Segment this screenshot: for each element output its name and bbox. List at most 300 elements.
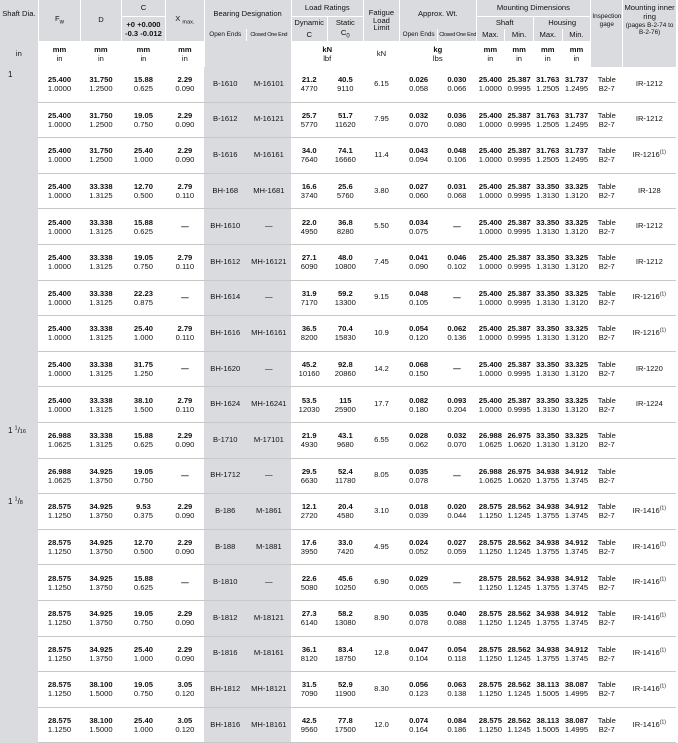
c-metric: 15.88 — [133, 217, 153, 227]
shaft-max-cell — [476, 458, 505, 494]
stat-inch: 16660 — [334, 155, 356, 165]
c-cell — [121, 672, 166, 708]
open-ends-cell: BH-1624 — [204, 387, 247, 423]
gage-line-2: B2-7 — [598, 155, 615, 165]
smin-metric: 28.562 — [507, 715, 531, 725]
c-metric: 25.40 — [133, 146, 153, 156]
dyn-metric: 31.9 — [301, 288, 317, 298]
fw-inch: 1.1250 — [47, 547, 72, 557]
gage-line-2: B2-7 — [598, 511, 615, 521]
dynamic-cell — [291, 173, 327, 209]
d-cell — [81, 529, 121, 565]
closed-one-end-cell: M-17101 — [247, 422, 292, 458]
hmax-inch: 1.3130 — [536, 262, 560, 272]
c-cell — [121, 138, 166, 174]
smin-inch: 0.9995 — [507, 155, 531, 165]
smax-metric: 28.575 — [478, 609, 502, 619]
dyn-metric: 36.5 — [301, 324, 317, 334]
shaft-max-cell — [476, 209, 505, 245]
housing-min-cell — [562, 422, 591, 458]
housing-max-cell — [533, 351, 562, 387]
x-metric: — — [181, 578, 189, 588]
fw-metric: 25.400 — [47, 146, 72, 156]
table-row — [0, 458, 676, 494]
d-metric: 31.750 — [89, 146, 113, 156]
dynamic-cell — [291, 672, 327, 708]
c-metric: 19.05 — [133, 466, 153, 476]
housing-max-cell — [533, 422, 562, 458]
smax-inch: 1.0625 — [478, 440, 502, 450]
wo-metric: 0.041 — [409, 253, 429, 263]
stat-metric: 58.2 — [337, 609, 353, 619]
header-closed-one-end: Closed One End — [247, 29, 292, 41]
wc-inch: 0.044 — [447, 511, 467, 521]
x-metric: 2.29 — [177, 146, 193, 156]
x-metric: 2.29 — [177, 537, 193, 547]
c-cell — [121, 280, 166, 316]
ring-designation: IR-1416 — [632, 577, 660, 587]
c-inch: 0.875 — [133, 297, 153, 307]
c-cell — [121, 529, 166, 565]
hmin-metric: 33.325 — [564, 253, 589, 263]
inspection-gage-cell — [591, 209, 623, 245]
xmax-cell — [166, 529, 204, 565]
wc-metric: — — [453, 293, 461, 303]
smin-inch: 1.1245 — [507, 511, 531, 521]
d-cell — [81, 707, 121, 743]
open-ends-cell: B-1816 — [204, 636, 247, 672]
d-inch: 1.3750 — [89, 511, 113, 521]
d-cell — [81, 102, 121, 138]
stat-metric: 51.7 — [337, 110, 353, 120]
open-ends-cell: BH-168 — [204, 173, 247, 209]
wo-inch: 0.104 — [409, 653, 429, 663]
stat-inch: 4580 — [336, 511, 354, 521]
housing-min-cell — [562, 67, 591, 102]
smin-metric: 25.387 — [507, 146, 531, 156]
housing-max-cell — [533, 209, 562, 245]
xmax-cell — [166, 244, 204, 280]
smax-metric: 28.575 — [478, 680, 502, 690]
static-cell — [327, 244, 363, 280]
unit-load: kN lbf — [291, 41, 363, 67]
gage-line-2: B2-7 — [598, 547, 615, 557]
smax-inch: 1.0000 — [478, 119, 502, 129]
weight-open-cell — [400, 458, 438, 494]
gage-line-1: Table — [597, 395, 616, 405]
wc-inch: 0.136 — [447, 333, 467, 343]
hmin-metric: 33.325 — [564, 181, 589, 191]
smin-metric: 25.387 — [507, 324, 531, 334]
closed-one-end-cell: M-16161 — [247, 138, 292, 174]
smax-metric: 26.988 — [478, 431, 502, 441]
table-row — [0, 387, 676, 423]
gage-line-1: Table — [597, 75, 616, 85]
hmin-metric: 33.325 — [564, 359, 589, 369]
d-cell — [81, 387, 121, 423]
dyn-inch: 5770 — [300, 119, 318, 129]
shaft-dia-cell — [0, 244, 38, 280]
c-metric: 15.88 — [133, 75, 153, 85]
header-shaft-dia-blank — [0, 29, 38, 41]
xmax-cell — [166, 494, 204, 530]
smin-metric: 25.387 — [507, 288, 531, 298]
dyn-inch: 9560 — [300, 724, 318, 734]
fw-metric: 28.575 — [47, 502, 72, 512]
closed-one-end-cell: M-1861 — [247, 494, 292, 530]
fw-cell — [38, 316, 81, 352]
housing-min-cell — [562, 565, 591, 601]
shaft-max-cell — [476, 672, 505, 708]
shaft-dia-cell: 1 $^1$/8 — [0, 494, 38, 530]
weight-open-cell — [400, 422, 438, 458]
open-ends-cell: BH-1614 — [204, 280, 247, 316]
weight-closed-cell — [438, 209, 476, 245]
ring-footnote: (1) — [659, 612, 667, 619]
header-fw: $F_w$ — [38, 0, 81, 41]
header-housing-max: Max. — [533, 29, 562, 41]
wo-inch: 0.120 — [409, 333, 429, 343]
open-ends-cell: BH-1620 — [204, 351, 247, 387]
hmax-metric: 38.113 — [536, 715, 560, 725]
fw-inch: 1.0625 — [47, 440, 72, 450]
gage-line-1: Table — [597, 253, 616, 263]
mounting-inner-ring-cell — [623, 351, 676, 387]
dyn-metric: 12.1 — [301, 502, 317, 512]
d-metric: 33.338 — [89, 395, 113, 405]
header-wt-closed-one-end: Closed One End — [438, 29, 476, 41]
wo-metric: 0.047 — [409, 644, 429, 654]
gage-line-2: B2-7 — [598, 582, 615, 592]
hmin-inch: 1.2495 — [564, 155, 589, 165]
hmax-metric: 34.938 — [536, 466, 560, 476]
x-inch: 0.090 — [175, 511, 195, 521]
hmax-metric: 38.113 — [536, 680, 560, 690]
shaft-max-cell — [476, 422, 505, 458]
shaft-dia-cell — [0, 316, 38, 352]
shaft-max-cell — [476, 67, 505, 102]
hmax-metric: 34.938 — [536, 502, 560, 512]
wo-metric: 0.068 — [409, 359, 429, 369]
hmin-inch: 1.3745 — [564, 511, 589, 521]
d-inch: 1.2500 — [89, 119, 113, 129]
gage-line-1: Table — [597, 324, 616, 334]
fatigue-cell: 6.90 — [363, 565, 399, 601]
hmin-inch: 1.3120 — [564, 333, 589, 343]
c-metric: 19.05 — [133, 110, 153, 120]
shaft-min-cell — [505, 67, 534, 102]
d-metric: 31.750 — [89, 75, 113, 85]
d-inch: 1.3750 — [89, 653, 113, 663]
smax-metric: 28.575 — [478, 502, 502, 512]
fatigue-cell: 10.9 — [363, 316, 399, 352]
header-load-ratings: Load Ratings — [291, 0, 363, 17]
wc-inch: 0.070 — [447, 440, 467, 450]
hmin-inch: 1.3120 — [564, 404, 589, 414]
ring-designation: IR-1220 — [635, 363, 663, 373]
wc-metric: — — [453, 471, 461, 481]
table-row — [0, 280, 676, 316]
ring-designation: IR-1212 — [635, 221, 663, 231]
x-metric: 2.79 — [177, 324, 193, 334]
d-metric: 34.925 — [89, 609, 113, 619]
smin-metric: 25.387 — [507, 395, 531, 405]
hmin-metric: 33.325 — [564, 217, 589, 227]
gage-line-2: B2-7 — [598, 119, 615, 129]
inspection-gage-cell — [591, 672, 623, 708]
smin-metric: 28.562 — [507, 537, 531, 547]
header-static: Static — [327, 17, 363, 30]
shaft-max-cell — [476, 529, 505, 565]
mounting-inner-ring-cell — [623, 316, 676, 352]
static-cell — [327, 707, 363, 743]
weight-open-cell — [400, 102, 438, 138]
ring-designation: IR-128 — [637, 185, 661, 195]
dyn-metric: 31.5 — [301, 680, 317, 690]
dynamic-cell — [291, 458, 327, 494]
weight-closed-cell — [438, 244, 476, 280]
wo-inch: 0.062 — [409, 440, 429, 450]
wc-inch: 0.106 — [447, 155, 467, 165]
housing-max-cell — [533, 67, 562, 102]
table-row — [0, 173, 676, 209]
d-cell — [81, 636, 121, 672]
housing-min-cell — [562, 494, 591, 530]
wo-metric: 0.056 — [409, 680, 429, 690]
header-housing-min: Min. — [562, 29, 591, 41]
x-metric: 2.29 — [177, 502, 193, 512]
smax-metric: 25.400 — [478, 181, 502, 191]
weight-closed-cell — [438, 707, 476, 743]
smin-inch: 0.9995 — [507, 369, 531, 379]
stat-metric: 48.0 — [337, 253, 353, 263]
stat-metric: 52.4 — [337, 466, 353, 476]
housing-max-cell — [533, 244, 562, 280]
hmin-metric: 31.737 — [564, 110, 589, 120]
fw-inch: 1.1250 — [47, 618, 72, 628]
header-fatigue-load-limit: Fatigue Load Limit — [363, 0, 399, 41]
wo-inch: 0.070 — [409, 119, 429, 129]
fw-cell — [38, 565, 81, 601]
header-inspection-gage: Inspection gage — [591, 0, 623, 41]
open-ends-cell: BH-1616 — [204, 316, 247, 352]
x-inch: 0.120 — [175, 724, 195, 734]
dyn-inch: 4930 — [300, 440, 318, 450]
xmax-cell — [166, 102, 204, 138]
c-inch: 0.375 — [133, 511, 153, 521]
fatigue-cell: 17.7 — [363, 387, 399, 423]
hmin-inch: 1.3120 — [564, 440, 589, 450]
hmin-inch: 1.3120 — [564, 262, 589, 272]
weight-open-cell — [400, 173, 438, 209]
fw-metric: 28.575 — [47, 715, 72, 725]
hmin-inch: 1.4995 — [564, 724, 589, 734]
d-inch: 1.3125 — [89, 404, 113, 414]
c-inch: 1.000 — [133, 653, 153, 663]
gage-line-2: B2-7 — [598, 653, 615, 663]
unit-d: mm in — [81, 41, 121, 67]
hmin-inch: 1.3745 — [564, 618, 589, 628]
shaft-min-cell — [505, 672, 534, 708]
c-metric: 25.40 — [133, 644, 153, 654]
c-inch: 1.000 — [133, 724, 153, 734]
wo-metric: 0.035 — [409, 466, 429, 476]
ring-designation: IR-1416 — [632, 719, 660, 729]
smax-inch: 1.1250 — [478, 582, 502, 592]
weight-closed-cell — [438, 600, 476, 636]
unit-hmin: mm in — [562, 41, 591, 67]
wo-metric: 0.018 — [409, 502, 429, 512]
smin-inch: 1.0620 — [507, 440, 531, 450]
inspection-gage-cell — [591, 422, 623, 458]
stat-metric: 33.0 — [337, 537, 353, 547]
shaft-min-cell — [505, 636, 534, 672]
smax-inch: 1.0000 — [478, 262, 502, 272]
fatigue-cell: 11.4 — [363, 138, 399, 174]
weight-closed-cell — [438, 458, 476, 494]
c-metric: 15.88 — [133, 573, 153, 583]
fatigue-cell: 3.80 — [363, 173, 399, 209]
table-row — [0, 494, 676, 530]
c-inch: 0.750 — [133, 119, 153, 129]
x-metric: — — [181, 222, 189, 232]
static-cell — [327, 138, 363, 174]
hmax-inch: 1.2505 — [536, 84, 560, 94]
ring-designation: IR-1416 — [632, 612, 660, 622]
smin-inch: 0.9995 — [507, 191, 531, 201]
smin-metric: 28.562 — [507, 573, 531, 583]
header-shaft: Shaft — [476, 17, 533, 30]
wc-metric: 0.048 — [447, 146, 467, 156]
fw-metric: 25.400 — [47, 217, 72, 227]
inspection-gage-cell — [591, 244, 623, 280]
fatigue-cell: 4.95 — [363, 529, 399, 565]
open-ends-cell: B-1616 — [204, 138, 247, 174]
fw-metric: 25.400 — [47, 324, 72, 334]
housing-min-cell — [562, 636, 591, 672]
ring-designation: IR-1416 — [632, 683, 660, 693]
closed-one-end-cell: MH-1681 — [247, 173, 292, 209]
hmin-metric: 34.912 — [564, 573, 589, 583]
d-inch: 1.3125 — [89, 369, 113, 379]
d-metric: 33.338 — [89, 324, 113, 334]
closed-one-end-cell: — — [247, 209, 292, 245]
mounting-inner-ring-cell — [623, 138, 676, 174]
d-inch: 1.3125 — [89, 226, 113, 236]
shaft-min-cell — [505, 209, 534, 245]
smax-metric: 25.400 — [478, 110, 502, 120]
ring-footnote: (1) — [659, 327, 667, 334]
xmax-cell — [166, 600, 204, 636]
shaft-min-cell — [505, 565, 534, 601]
shaft-min-cell — [505, 387, 534, 423]
wo-inch: 0.052 — [409, 547, 429, 557]
wo-inch: 0.094 — [409, 155, 429, 165]
c-metric: 15.88 — [133, 431, 153, 441]
unit-smin: mm in — [505, 41, 534, 67]
smax-metric: 28.575 — [478, 715, 502, 725]
stat-inch: 8280 — [336, 226, 354, 236]
c-metric: 19.05 — [133, 680, 153, 690]
wc-inch: 0.138 — [447, 689, 467, 699]
fw-inch: 1.1250 — [47, 689, 72, 699]
static-cell — [327, 600, 363, 636]
hmax-inch: 1.2505 — [536, 155, 560, 165]
smax-inch: 1.1250 — [478, 653, 502, 663]
d-inch: 1.5000 — [89, 724, 113, 734]
d-inch: 1.3125 — [89, 191, 113, 201]
fw-metric: 25.400 — [47, 253, 72, 263]
gage-line-1: Table — [597, 431, 616, 441]
d-cell — [81, 209, 121, 245]
xmax-cell — [166, 422, 204, 458]
hmin-metric: 33.325 — [564, 431, 589, 441]
wo-metric: 0.028 — [409, 431, 429, 441]
dynamic-cell — [291, 138, 327, 174]
hmin-metric: 38.087 — [564, 715, 589, 725]
open-ends-cell: B-1812 — [204, 600, 247, 636]
closed-one-end-cell: — — [247, 280, 292, 316]
gage-line-1: Table — [597, 502, 616, 512]
d-inch: 1.3125 — [89, 333, 113, 343]
mounting-inner-ring-cell — [623, 707, 676, 743]
shaft-min-cell — [505, 280, 534, 316]
d-metric: 34.925 — [89, 502, 113, 512]
static-cell — [327, 458, 363, 494]
shaft-max-cell — [476, 565, 505, 601]
fw-cell — [38, 67, 81, 102]
c-cell — [121, 316, 166, 352]
smin-metric: 28.562 — [507, 680, 531, 690]
fw-metric: 25.400 — [47, 181, 72, 191]
ring-footnote: (1) — [659, 505, 667, 512]
table-row — [0, 316, 676, 352]
closed-one-end-cell: MH-18121 — [247, 672, 292, 708]
wc-metric: 0.030 — [447, 75, 467, 85]
x-inch: 0.110 — [175, 262, 195, 272]
shaft-dia-cell — [0, 280, 38, 316]
fw-cell — [38, 351, 81, 387]
fw-cell — [38, 529, 81, 565]
dyn-metric: 29.5 — [301, 466, 317, 476]
x-inch: 0.120 — [175, 689, 195, 699]
inspection-gage-cell — [591, 387, 623, 423]
dyn-inch: 6630 — [300, 475, 318, 485]
fatigue-cell: 8.90 — [363, 600, 399, 636]
shaft-max-cell — [476, 707, 505, 743]
fw-cell — [38, 707, 81, 743]
shaft-dia-cell — [0, 529, 38, 565]
smax-inch: 1.0000 — [478, 404, 502, 414]
hmin-inch: 1.3120 — [564, 226, 589, 236]
hmax-inch: 1.3755 — [536, 547, 560, 557]
d-metric: 33.338 — [89, 359, 113, 369]
c-inch: 0.750 — [133, 618, 153, 628]
closed-one-end-cell: — — [247, 565, 292, 601]
weight-open-cell — [400, 707, 438, 743]
hmin-metric: 33.325 — [564, 395, 589, 405]
fw-inch: 1.1250 — [47, 724, 72, 734]
table-row — [0, 707, 676, 743]
fw-inch: 1.0000 — [47, 369, 72, 379]
wo-inch: 0.078 — [409, 475, 429, 485]
stat-metric: 43.1 — [337, 431, 353, 441]
x-metric: 3.05 — [177, 680, 193, 690]
dyn-metric: 25.7 — [301, 110, 317, 120]
housing-max-cell — [533, 458, 562, 494]
weight-closed-cell — [438, 316, 476, 352]
fw-cell — [38, 138, 81, 174]
